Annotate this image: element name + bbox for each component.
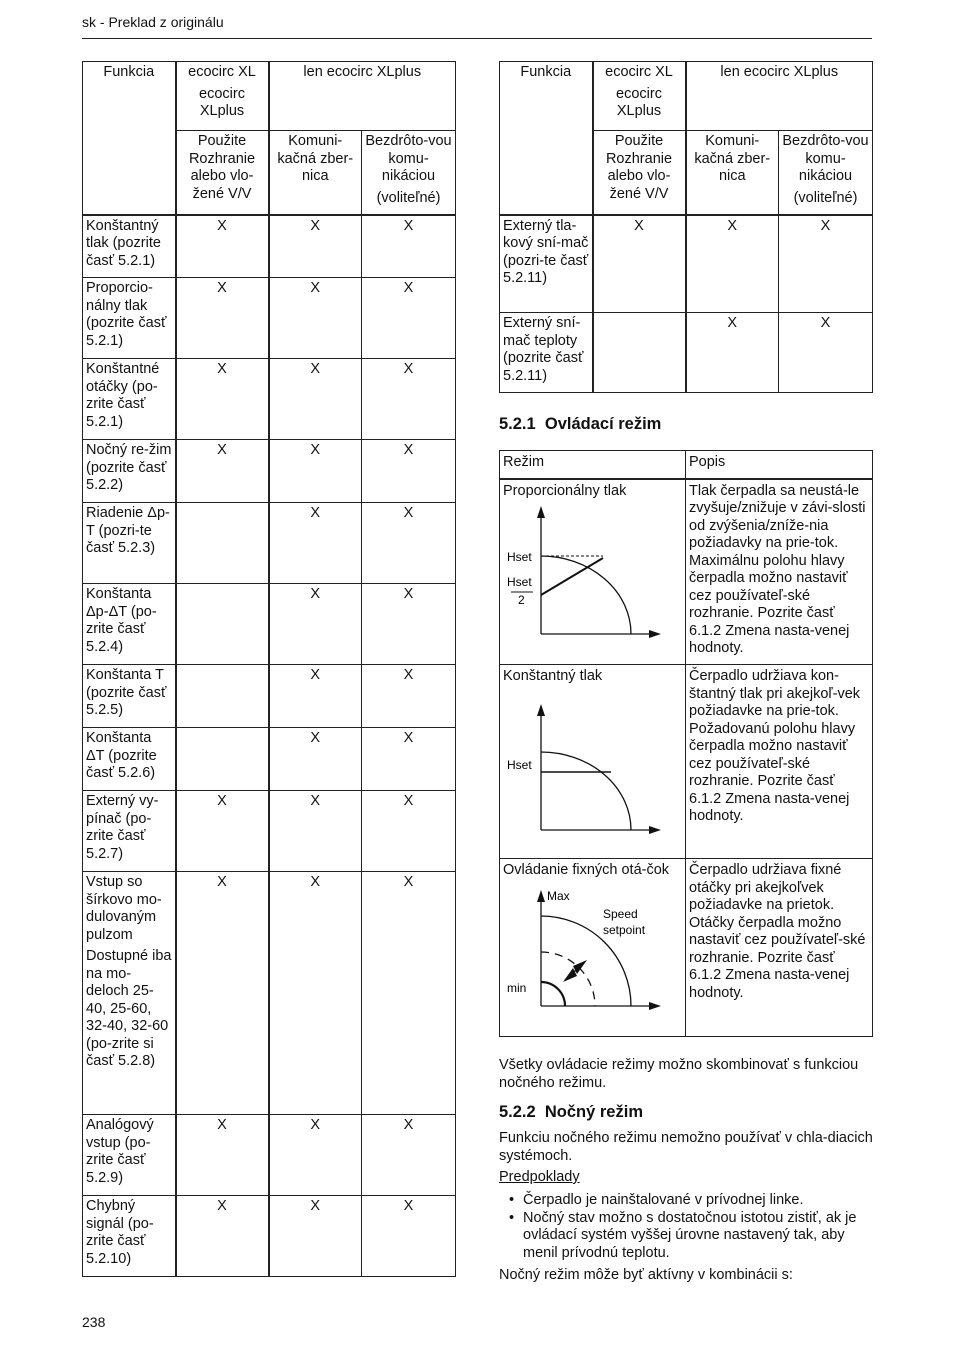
header-text: sk - Preklad z originálu — [82, 14, 224, 30]
table-row — [500, 313, 873, 393]
row-cell: X — [269, 665, 362, 728]
row-function: Externý tla-kový sní-mač (pozri-te časť 5.2.11) — [500, 215, 593, 313]
row-cell: X — [362, 791, 456, 872]
row-cell: X — [269, 503, 362, 584]
fixed-speed-diagram — [503, 884, 681, 1016]
row-function: Riadenie Δp-T (pozri-te časť 5.2.3) — [83, 503, 176, 584]
row-cell: X — [362, 359, 456, 440]
mode-description: Čerpadlo udržiava kon-štantný tlak pri akejkoľ-vek požiadavke na prie-tok. Požadovanú polohu hlavy čerpadla možno nastaviť cez používateľ-ské rozhranie. Pozrite časť 6.1.2 Zmena nasta-venej hodnoty. — [686, 665, 873, 859]
table-row — [83, 872, 456, 1115]
mode-description: Čerpadlo udržiava fixné otáčky pri akejkoľvek požiadavke na prietok. Otáčky čerpadla možno nastaviť cez používateľ-ské rozhranie. Pozrite časť 6.1.2 Zmena nasta-venej hodnoty. — [686, 859, 873, 1037]
row-cell — [176, 503, 269, 584]
functions-table-left — [82, 61, 456, 1277]
row-function: Analógový vstup (po-zrite časť 5.2.9) — [83, 1115, 176, 1196]
head-xlplus-only: len ecocirc XLplus — [686, 62, 873, 131]
row-cell: X — [362, 503, 456, 584]
mode-cell — [500, 859, 686, 1037]
row-cell: X — [779, 313, 873, 393]
head-ecocirc-xl — [593, 62, 686, 131]
row-cell: X — [176, 872, 269, 1115]
row-cell: X — [176, 791, 269, 872]
row-function: Konštanta ΔT (pozrite časť 5.2.6) — [83, 728, 176, 791]
row-cell: X — [362, 1115, 456, 1196]
row-cell: X — [269, 215, 362, 278]
row-cell: X — [362, 665, 456, 728]
row-cell: X — [686, 215, 779, 313]
mode-cell — [500, 665, 686, 859]
head-xl-line2: ecocirc XLplus — [199, 85, 245, 119]
list-item: • Nočný stav možno s dostatočnou istotou zistiť, ak je ovládací systém vyššej úrovne nastavený tak, aby menil prívodnú teplotu. — [507, 1210, 877, 1263]
row-function: Konštanta T (pozrite časť 5.2.5) — [83, 665, 176, 728]
prerequisites-label: Predpoklady — [499, 1169, 580, 1185]
list-item: • Čerpadlo je nainštalované v prívodnej linke. — [507, 1192, 877, 1210]
paragraph-night: Nočný režim môže byť aktívny v kombinácii s: — [499, 1267, 793, 1283]
table-row — [83, 359, 456, 440]
head-wireless-a: Bezdrôto-vou komu-nikáciou — [365, 133, 452, 184]
table-row — [500, 859, 873, 1037]
page-number: 238 — [82, 1314, 106, 1330]
row-function: Chybný signál (po-zrite časť 5.2.10) — [83, 1196, 176, 1277]
row-function-note: Dostupné iba na mo-deloch 25-40, 25-60, 32-40, 32-60 (po-zrite si časť 5.2.8) — [86, 948, 172, 1069]
row-function: Proporcio-nálny tlak (pozrite časť 5.2.1) — [83, 278, 176, 359]
table-row — [83, 503, 456, 584]
row-cell: X — [176, 440, 269, 503]
table-row — [83, 1115, 456, 1196]
paragraph-cooling: Funkciu nočného režimu nemožno používať v chla-diacich systémoch. — [499, 1130, 873, 1164]
head-wireless — [362, 131, 456, 215]
row-cell: X — [269, 1196, 362, 1277]
row-cell: X — [362, 872, 456, 1115]
row-cell: X — [362, 728, 456, 791]
head-interface: Použite Rozhranie alebo vlo-žené V/V — [176, 131, 269, 215]
section-number: 5.2.2 — [499, 1103, 536, 1121]
functions-table-right — [499, 61, 873, 393]
row-cell: X — [176, 278, 269, 359]
table-row — [500, 665, 873, 859]
row-cell: X — [362, 440, 456, 503]
row-cell: X — [269, 359, 362, 440]
row-function: Konštantné otáčky (po-zrite časť 5.2.1) — [83, 359, 176, 440]
diagram-label-max: Max — [547, 888, 570, 903]
row-cell: X — [269, 440, 362, 503]
row-cell: X — [362, 215, 456, 278]
row-cell: X — [176, 359, 269, 440]
head-wireless — [779, 131, 873, 215]
head-mode: Režim — [500, 451, 686, 479]
diagram-label-setpoint: setpoint — [603, 922, 646, 937]
mode-description: Tlak čerpadla sa neustá-le zvyšuje/znižuje v závi-slosti od zvýšenia/zníže-nia požiadavky na prie-tok. Maximálnu polohu hlavy čerpadla možno nastaviť cez používateľ-ské rozhranie. Pozrite časť 6.1.2 Zmena nasta-venej hodnoty. — [686, 479, 873, 665]
table-row — [83, 584, 456, 665]
section-number: 5.2.1 — [499, 415, 536, 433]
mode-cell — [500, 479, 686, 665]
row-cell: X — [686, 313, 779, 393]
row-cell: X — [269, 791, 362, 872]
row-cell: X — [176, 1196, 269, 1277]
head-bus: Komuni-kačná zber-nica — [269, 131, 362, 215]
section-title: Ovládací režim — [544, 415, 662, 433]
section-title: Nočný režim — [544, 1103, 643, 1121]
row-function: Externý sní-mač teploty (pozrite časť 5.2.11) — [500, 313, 593, 393]
table-row — [83, 1196, 456, 1277]
diagram-label-speed: Speed — [603, 906, 638, 921]
row-function: Nočný re-žim (pozrite časť 5.2.2) — [83, 440, 176, 503]
row-cell: X — [269, 872, 362, 1115]
head-xlplus-only: len ecocirc XLplus — [269, 62, 456, 131]
head-interface: Použite Rozhranie alebo vlo-žené V/V — [593, 131, 686, 215]
row-cell: X — [269, 278, 362, 359]
row-function: Externý vy-pínač (po-zrite časť 5.2.7) — [83, 791, 176, 872]
head-xl-line2: ecocirc XLplus — [616, 85, 662, 119]
head-wireless-a: Bezdrôto-vou komu-nikáciou — [782, 133, 869, 184]
head-bus: Komuni-kačná zber-nica — [686, 131, 779, 215]
diagram-label-two: 2 — [518, 593, 525, 607]
table-row — [83, 791, 456, 872]
row-cell — [176, 728, 269, 791]
row-function: Konštantný tlak (pozrite časť 5.2.1) — [83, 215, 176, 278]
head-xl-line1: ecocirc XL — [605, 64, 673, 80]
diagram-label-hset: Hset — [507, 550, 532, 564]
row-cell — [176, 665, 269, 728]
proportional-pressure-diagram — [503, 504, 681, 654]
head-wireless-b: (voliteľné) — [376, 189, 441, 206]
table-row — [83, 278, 456, 359]
row-cell: X — [362, 584, 456, 665]
row-function-main: Vstup so šírkovo mo-dulovaným pulzom — [86, 874, 162, 943]
row-cell: X — [593, 215, 686, 313]
row-cell: X — [779, 215, 873, 313]
table-row — [83, 728, 456, 791]
head-desc: Popis — [686, 451, 873, 479]
row-function: Konštanta Δp-ΔT (po-zrite časť 5.2.4) — [83, 584, 176, 665]
row-cell: X — [176, 1115, 269, 1196]
table-row — [83, 215, 456, 278]
paragraph-combine: Všetky ovládacie režimy možno skombinovať s funkciou nočného režimu. — [499, 1057, 859, 1091]
table-row — [83, 665, 456, 728]
row-cell — [593, 313, 686, 393]
modes-table — [499, 450, 873, 1037]
row-function — [83, 872, 176, 1115]
head-wireless-b: (voliteľné) — [793, 189, 858, 206]
diagram-label-min: min — [507, 980, 527, 995]
row-cell: X — [269, 584, 362, 665]
head-funkcia: Funkcia — [83, 62, 176, 215]
table-row — [500, 215, 873, 313]
head-funkcia: Funkcia — [500, 62, 593, 215]
page-header — [82, 14, 872, 39]
row-cell: X — [362, 1196, 456, 1277]
head-xl-line1: ecocirc XL — [188, 64, 256, 80]
row-cell: X — [269, 728, 362, 791]
row-cell — [176, 584, 269, 665]
prerequisites-list — [507, 1192, 877, 1262]
table-row — [500, 479, 873, 665]
mode-name: Konštantný tlak — [503, 668, 603, 684]
diagram-label-hset-half: Hset — [507, 575, 532, 589]
head-ecocirc-xl — [176, 62, 269, 131]
constant-pressure-diagram — [503, 690, 681, 840]
mode-name: Ovládanie fixných otá-čok — [503, 862, 670, 878]
row-cell: X — [362, 278, 456, 359]
section-heading-521 — [499, 416, 661, 434]
row-cell: X — [176, 215, 269, 278]
mode-name: Proporcionálny tlak — [503, 482, 627, 499]
diagram-label-hset: Hset — [507, 757, 532, 772]
section-heading-522 — [499, 1104, 643, 1122]
table-row — [83, 440, 456, 503]
row-cell: X — [269, 1115, 362, 1196]
